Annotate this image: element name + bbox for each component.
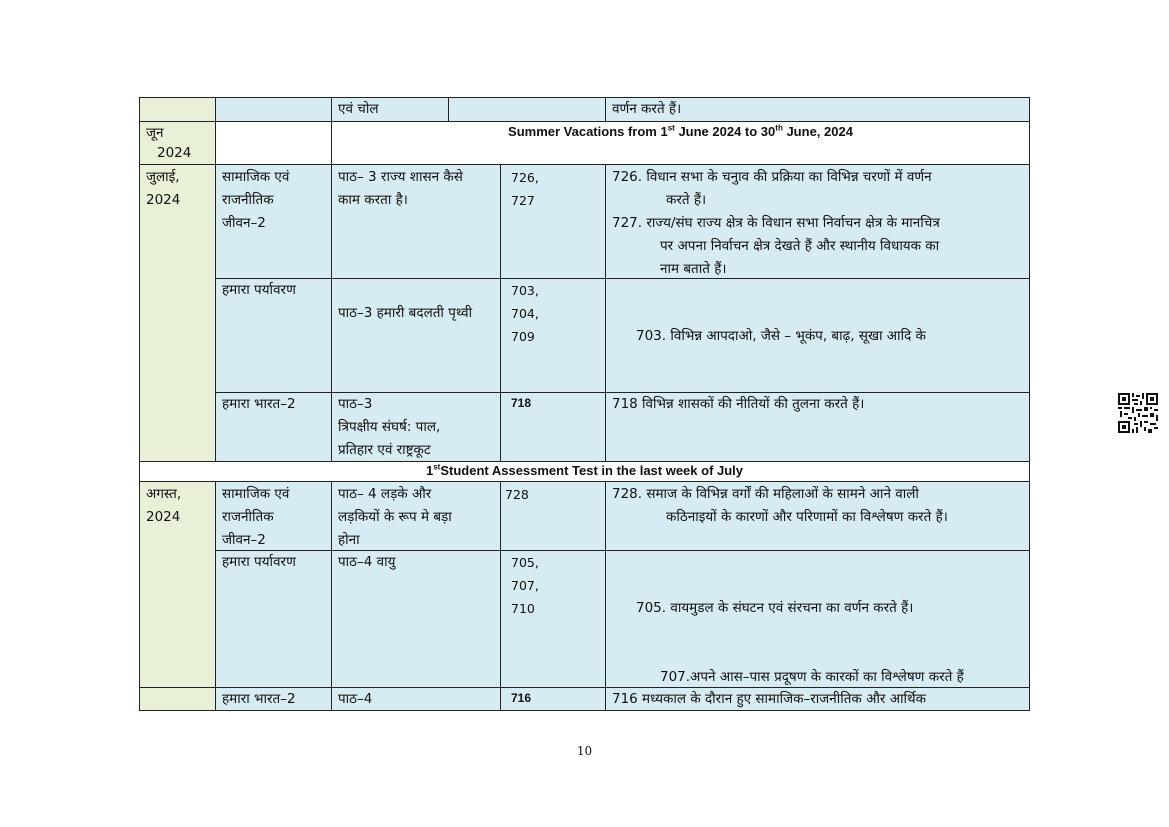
lesson-line: प्रतिहार एवं राष्ट्रकूट <box>338 442 431 458</box>
row-divider <box>216 392 1030 393</box>
outcome-text: वर्णन करते हैं। <box>612 101 682 117</box>
outcome-line: 705. वायमुडल के संघटन एवं संरचना का वर्णन करते हैं। <box>636 600 914 616</box>
lesson-line: पाठ–4 <box>338 691 373 707</box>
banner-text: June 2024 to 30 <box>674 124 776 139</box>
banner-text: 1 <box>425 463 434 478</box>
lesson-cell <box>332 278 500 392</box>
code-cell <box>500 278 606 392</box>
code-cell <box>500 687 606 710</box>
outcome-line: 703. विभिन्न आपदाओ, जैसे – भूकंप, बाढ़, सूखा आदि के <box>636 328 926 344</box>
code-line: 705, <box>511 555 539 570</box>
subject-history <box>216 687 332 710</box>
subject-line: राजनीतिक <box>222 192 274 208</box>
subject-civics <box>216 165 332 278</box>
month-cell <box>140 687 216 710</box>
month-june-cell <box>140 121 216 165</box>
table-border <box>139 97 140 711</box>
row-divider <box>216 278 1030 279</box>
code-line: 727 <box>511 193 535 208</box>
code-cell <box>448 98 606 121</box>
outcome-line: 718 विभिन्न शासकों की नीतियों की तुलना करते हैं। <box>612 396 865 412</box>
subject-environment <box>216 278 332 392</box>
code-line: 709 <box>511 329 535 344</box>
empty-cell <box>216 121 332 165</box>
subject-line: सामाजिक एवं <box>222 486 290 502</box>
column-divider <box>448 97 449 121</box>
column-divider <box>605 164 606 461</box>
outcome-line: कठिनाइयों के कारणों और परिणामों का विश्लेषण करते हैं। <box>666 509 948 525</box>
column-divider <box>215 481 216 711</box>
assessment-banner <box>140 461 1029 482</box>
banner-text: Student Assessment Test in the last week of July <box>440 463 744 478</box>
outcome-line: 716 मध्यकाल के दौरान हुए सामाजिक–राजनीतिक और आर्थिक <box>612 691 927 707</box>
code-line: 716 <box>511 691 532 705</box>
page-number: 10 <box>576 744 593 758</box>
subject-civics <box>216 482 332 550</box>
subject-line: हमारा भारत–2 <box>222 691 296 707</box>
column-divider <box>500 481 501 711</box>
column-divider <box>500 164 501 461</box>
outcome-cell <box>606 687 1029 710</box>
table-border <box>1029 97 1030 711</box>
month-year: 2024 <box>146 192 181 208</box>
row-divider <box>139 164 1030 165</box>
outcome-cell <box>606 165 1029 278</box>
subject-line: जीवन–2 <box>222 532 266 548</box>
column-divider <box>605 481 606 711</box>
lesson-cell <box>332 98 448 121</box>
lesson-cell <box>332 482 500 550</box>
subject-history <box>216 392 332 461</box>
outcome-cell <box>606 98 1029 121</box>
subject-line: सामाजिक एवं <box>222 169 290 185</box>
summer-vacation-banner <box>332 121 1029 165</box>
table-border <box>139 710 1030 711</box>
subject-line: राजनीतिक <box>222 509 274 525</box>
outcome-line: 707.अपने आस–पास प्रदूषण के कारकों का विश्लेषण करते हैं <box>660 669 964 685</box>
banner-text: June, 2024 <box>782 124 853 139</box>
lesson-line: काम करता है। <box>338 192 408 208</box>
lesson-line: पाठ–4 वायु <box>338 554 396 570</box>
outcome-cell <box>606 392 1029 461</box>
outcome-cell <box>606 278 1029 392</box>
outcome-cell <box>606 550 1029 687</box>
row-divider <box>139 481 1030 482</box>
lesson-line: पाठ–3 हमारी बदलती पृथ्वी <box>338 305 473 321</box>
subject-line: हमारा भारत–2 <box>222 396 296 412</box>
code-cell <box>500 482 606 550</box>
lesson-line: पाठ– 4 लड़के और <box>338 486 432 502</box>
subject-environment <box>216 550 332 687</box>
code-line: 704, <box>511 306 539 321</box>
outcome-line: 726. विधान सभा के चनुाव की प्रक्रिया का विभिन्न चरणों में वर्णन <box>612 169 932 185</box>
column-divider <box>331 97 332 461</box>
banner-text: Summer Vacations from 1 <box>508 124 668 139</box>
lesson-cell <box>332 550 500 687</box>
code-line: 728 <box>505 487 529 502</box>
outcome-line: 728. समाज के विभिन्न वर्गों की महिलाओं के सामने आने वाली <box>612 486 919 502</box>
banner-sup: st <box>433 462 441 472</box>
code-line: 703, <box>511 283 539 298</box>
outcome-cell <box>606 482 1029 550</box>
month-name: जुलाई, <box>146 169 180 185</box>
subject-line: हमारा पर्यावरण <box>222 554 296 570</box>
column-divider <box>605 97 606 121</box>
table-border <box>139 97 1030 98</box>
code-line: 710 <box>511 601 535 616</box>
code-cell <box>500 165 606 278</box>
month-cell <box>140 98 216 121</box>
month-august-cell <box>140 482 216 687</box>
code-line: 707, <box>511 578 539 593</box>
banner-sup: st <box>667 123 675 133</box>
lesson-cell <box>332 165 500 278</box>
month-year: 2024 <box>146 509 181 525</box>
banner-sup: th <box>775 123 783 133</box>
lesson-line: पाठ–3 <box>338 396 373 412</box>
month-name: जून <box>146 125 164 141</box>
column-divider <box>215 97 216 461</box>
month-year: 2024 <box>157 145 192 161</box>
lesson-cell <box>332 392 500 461</box>
lesson-line: त्रिपक्षीय संघर्ष: पाल, <box>338 419 441 435</box>
row-divider <box>139 687 1030 688</box>
lesson-cell <box>332 687 500 710</box>
code-line: 726, <box>511 170 539 185</box>
lesson-line: लड़कियों के रूप मे बड़ा <box>338 509 452 525</box>
column-divider <box>331 481 332 711</box>
subject-line: हमारा पर्यावरण <box>222 282 296 298</box>
lesson-line: होना <box>338 532 360 548</box>
lesson-text: एवं चोल <box>338 101 379 117</box>
month-july-cell <box>140 165 216 461</box>
code-line: 718 <box>511 396 532 410</box>
subject-cell <box>216 98 332 121</box>
outcome-line: पर अपना निर्वाचन क्षेत्र देखते हैं और स्थानीय विधायक का <box>660 238 940 254</box>
outcome-line: 727. राज्य/संघ राज्य क्षेत्र के विधान सभा निर्वाचन क्षेत्र के मानचित्र <box>612 215 940 231</box>
row-divider <box>139 121 1030 122</box>
row-divider <box>216 550 1030 551</box>
outcome-line: करते हैं। <box>666 192 707 208</box>
code-cell <box>500 392 606 461</box>
row-divider <box>139 461 1030 462</box>
lesson-line: पाठ– 3 राज्य शासन कैसे <box>338 169 463 185</box>
qr-code-icon <box>1118 393 1158 433</box>
code-cell <box>500 550 606 687</box>
subject-line: जीवन–2 <box>222 215 266 231</box>
month-name: अगस्त, <box>146 486 182 502</box>
outcome-line: नाम बताते हैं। <box>660 261 727 277</box>
